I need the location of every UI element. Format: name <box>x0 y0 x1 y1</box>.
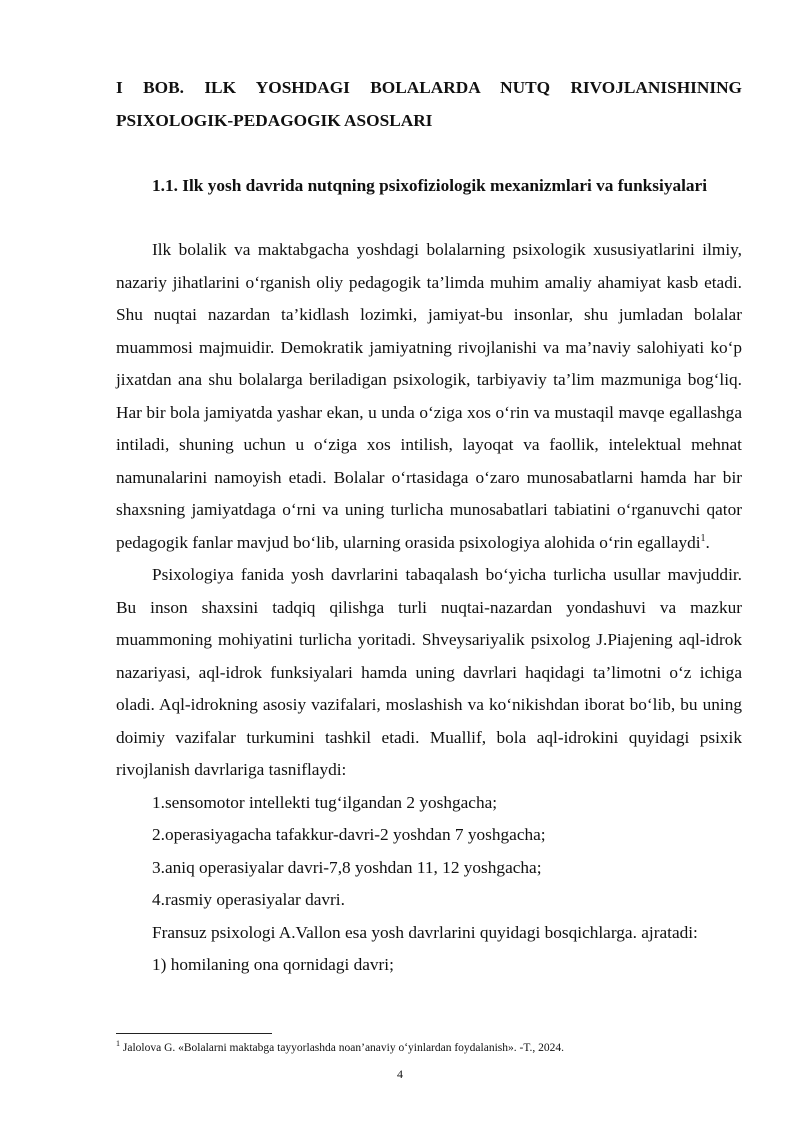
list-item: 1) homilaning ona qornidagi davri; <box>152 955 394 974</box>
paragraph-periodization: Psixologiya fanida yosh davrlarini tabaqalash bo‘yicha turlicha usullar mavjuddir. Bu inson shaxsini tadqiq qilishga turli nuqtai-nazardan yondashuvi va mazkur muammoning mohiyatini turlicha yoritadi. Shveysariyalik psixolog J.Piajening aql-idrok nazariyasi, aql-idrok funksiyalari hamda uning davrlari haqidagi ta’limotni o‘z ichiga oladi. Aql-idrokning asosiy vazifalari, moslashish va ko‘nikishdan iborat bo‘lib, bu uning doimiy vazifalar turkumini tashkil etadi. Muallif, bola aql-idrokini quyidagi psixik rivojlanish davrlariga tasniflaydi: <box>116 565 742 779</box>
list-item: 1.sensomotor intellekti tug‘ilgandan 2 yoshgacha; <box>152 792 498 812</box>
footnote-reference[interactable]: 1 <box>700 532 706 544</box>
list-item: 4.rasmiy operasiyalar davri. <box>152 890 345 909</box>
paragraph-intro-text: Ilk bolalik va maktabgacha yoshdagi bolalarning psixologik xususiyatlarini ilmiy, nazariy jihatlarini o‘rganish oliy pedagogik ta’limda muhim amaliy ahamiyat kasb etadi. Shu nuqtai nazardan ta’kidlash lozimki, jamiyat-bu insonlar, shu jumladan bolalar muammosi majmuidir. Demokratik jamiyatning rivojlanishi va ma’naviy salohiyati ko‘p jixatdan ana shu bolalarga beriladigan psixologik, tarbiyaviy ta’lim mazmuniga bog‘liq. Har bir bola jamiyatda yashar ekan, u unda o‘ziga xos o‘rin va mustaqil mavqe egallashga intiladi, shuning uchun u o‘ziga xos intilish, layoqat va faollik, intelektual mehnat namunalarini namoyish etadi. Bolalar o‘rtasidaga o‘zaro munosabatlarni hamda har bir shaxsning jamiyatdaga o‘rni va uning turlicha munosabatlari tabiatini o‘rganuvchi qator pedagogik fanlar mavjud bo‘lib, ularning orasida psixologiya alohida o‘rin egallaydi <box>116 240 742 552</box>
list-item: 3.aniq operasiyalar davri-7,8 yoshdan 11, 12 yoshgacha; <box>152 857 542 877</box>
footnote-mark: 1 <box>116 1039 120 1049</box>
footnote <box>116 1041 742 1056</box>
paragraph-intro-tail: . <box>705 532 710 552</box>
footnote-divider <box>116 1033 272 1034</box>
page-number: 4 <box>397 1067 403 1081</box>
list-item: 2.operasiyagacha tafakkur-davri-2 yoshdan 7 yoshgacha; <box>152 825 546 844</box>
body-text <box>116 234 742 982</box>
section-title: 1.1. Ilk yosh davrida nutqning psixofiziologik mexanizmlari va funksiyalari <box>152 176 708 195</box>
chapter-title: I BOB. ILK YOSHDAGI BOLALARDA NUTQ RIVOJLANISHINING PSIXOLOGIK-PEDAGOGIK ASOSLARI <box>116 78 742 130</box>
paragraph-intro <box>116 234 742 559</box>
paragraph-vallon-intro: Fransuz psixologi A.Vallon esa yosh davrlarini quyidagi bosqichlarga. ajratadi: <box>152 922 698 942</box>
footnote-text: Jalolova G. «Bolalarni maktabga tayyorlashda noan’anaviy o‘yinlardan foydalanish». -T., 2024. <box>120 1042 565 1054</box>
